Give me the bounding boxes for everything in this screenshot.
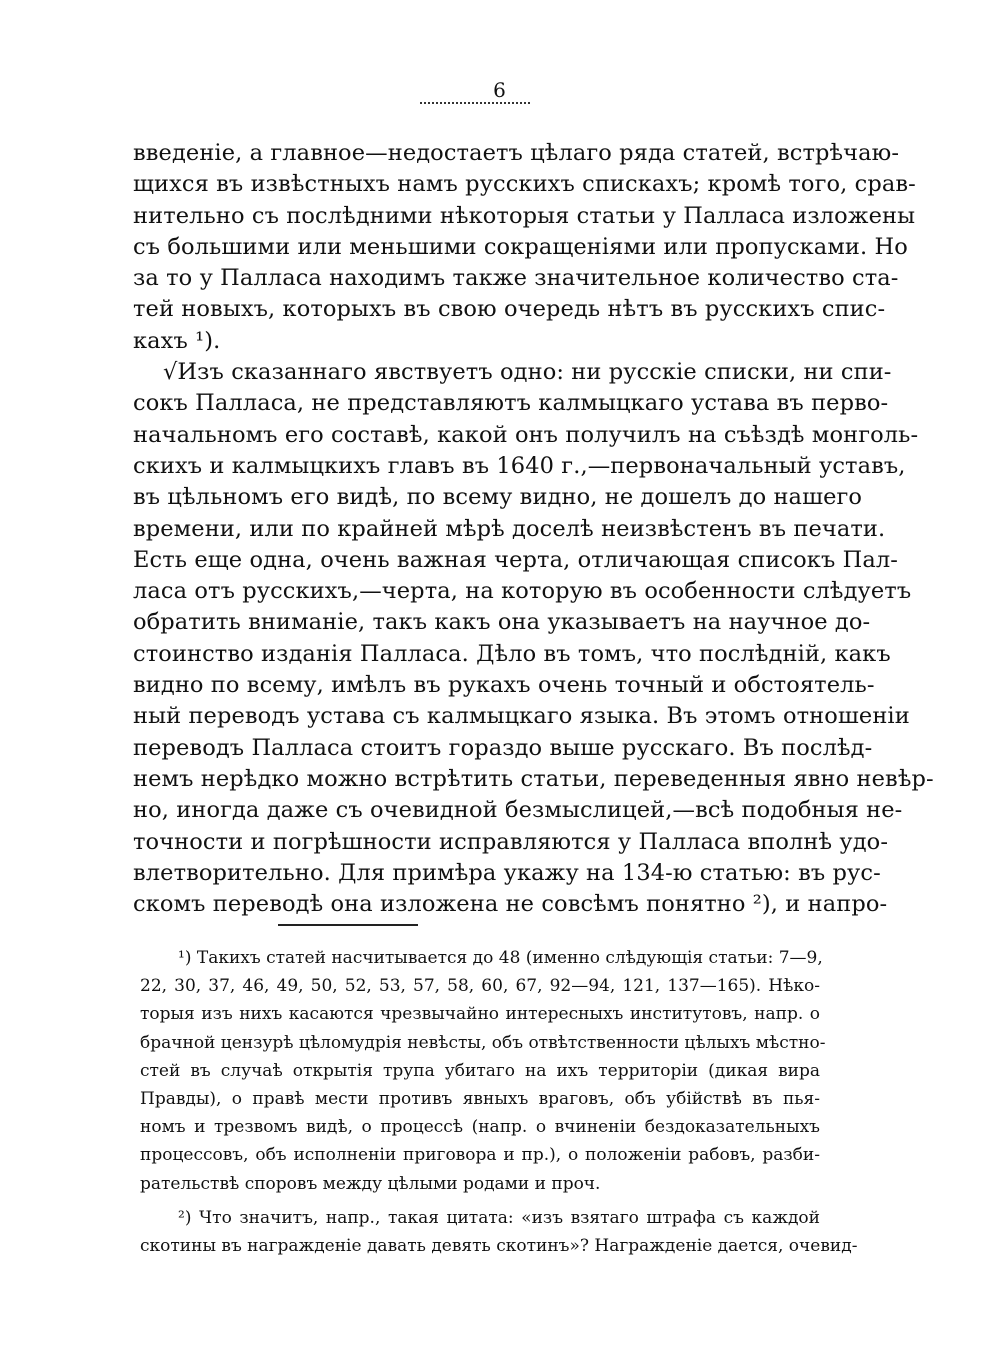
body-line: съ большими или меньшими сокращеніями или пропусками. Но (133, 233, 908, 260)
body-line: ный переводъ устава съ калмыцкаго языка. Въ этомъ отношеніи (133, 703, 910, 730)
body-line: видно по всему, имѣлъ въ рукахъ очень точный и обстоятель- (133, 672, 875, 699)
footnote-line: торыя изъ нихъ касаются чрезвычайно интересныхъ институтовъ, напр. о (140, 1004, 820, 1025)
body-line: нительно съ послѣдними нѣкоторыя статьи у Палласа изложены (133, 202, 916, 229)
footnote-line: стей въ случаѣ открытія трупа убитаго на ихъ территоріи (дикая вира (140, 1060, 820, 1081)
footnote-line: процессовъ, объ исполненіи приговора и пр.), о положеніи рабовъ, разби- (140, 1145, 820, 1166)
body-line: начальномъ его составѣ, какой онъ получилъ на съѣздѣ монголь- (133, 421, 919, 448)
body-line: времени, или по крайней мѣрѣ доселѣ неизвѣстенъ въ печати. (133, 515, 886, 542)
body-line: влетворительно. Для примѣра укажу на 134-ю статью: въ рус- (133, 859, 881, 886)
body-line: немъ нерѣдко можно встрѣтить статьи, переведенныя явно невѣр- (133, 765, 934, 792)
footnote-separator (278, 924, 418, 926)
footnote-line: брачной цензурѣ цѣломудрія невѣсты, объ отвѣтственности цѣлыхъ мѣстно- (140, 1032, 826, 1053)
body-line: Есть еще одна, очень важная черта, отличающая списокъ Пал- (133, 546, 898, 573)
body-line: ласа отъ русскихъ,—черта, на которую въ особенности слѣдуетъ (133, 578, 912, 605)
body-line: скомъ переводѣ она изложена не совсѣмъ понятно ²), и напро- (133, 891, 888, 918)
body-line: переводъ Палласа стоитъ гораздо выше русскаго. Въ послѣд- (133, 734, 873, 761)
body-line: стоинство изданія Палласа. Дѣло въ томъ, что послѣдній, какъ (133, 640, 891, 667)
page-number: 6 (493, 78, 507, 102)
body-line: за то у Палласа находимъ также значительное количество ста- (133, 265, 899, 292)
body-line: въ цѣльномъ его видѣ, по всему видно, не дошелъ до нашего (133, 484, 863, 511)
body-line: точности и погрѣшности исправляются у Палласа вполнѣ удо- (133, 828, 889, 855)
footnote-line: ²) Что значитъ, напр., такая цитата: «изъ взятаго штрафа съ каждой (178, 1207, 820, 1228)
footnotes (140, 944, 858, 1260)
body-text (133, 138, 934, 920)
footnote-line: 22, 30, 37, 46, 49, 50, 52, 53, 57, 58, 60, 67, 92—94, 121, 137—165). Нѣко- (140, 976, 820, 997)
body-line: щихся въ извѣстныхъ намъ русскихъ спискахъ; кромѣ того, срав- (133, 171, 916, 198)
footnote-line: рательствѣ споровъ между цѣлыми родами и проч. (140, 1173, 601, 1194)
header-rule (420, 102, 530, 104)
footnote-line: номъ и трезвомъ видѣ, о процессѣ (напр. о вчиненіи бездоказательныхъ (140, 1117, 820, 1138)
footnote-line: ¹) Такихъ статей насчитывается до 48 (именно слѣдующія статьи: 7—9, (178, 948, 823, 968)
body-line: кахъ ¹). (133, 327, 221, 354)
footnote-line: Правды), о правѣ мести противъ явныхъ враговъ, объ убійствѣ въ пья- (140, 1088, 820, 1109)
body-line: тей новыхъ, которыхъ въ свою очередь нѣтъ въ русскихъ спис- (133, 296, 886, 323)
body-line: √Изъ сказаннаго явствуетъ одно: ни русскіе списки, ни спи- (163, 359, 892, 386)
footnote-line: скотины въ награжденіе давать девять скотинъ»? Награжденіе дается, очевид- (140, 1235, 858, 1256)
body-line: введеніе, а главное—недостаетъ цѣлаго ряда статей, встрѣчаю- (133, 140, 900, 166)
body-line: обратить вниманіе, такъ какъ она указываетъ на научное до- (133, 609, 871, 636)
body-line: но, иногда даже съ очевидной безмыслицей,—всѣ подобныя не- (133, 797, 903, 824)
body-line: сокъ Палласа, не представляютъ калмыцкаго устава въ перво- (133, 390, 889, 417)
body-line: скихъ и калмыцкихъ главъ въ 1640 г.,—первоначальный уставъ, (133, 452, 906, 479)
